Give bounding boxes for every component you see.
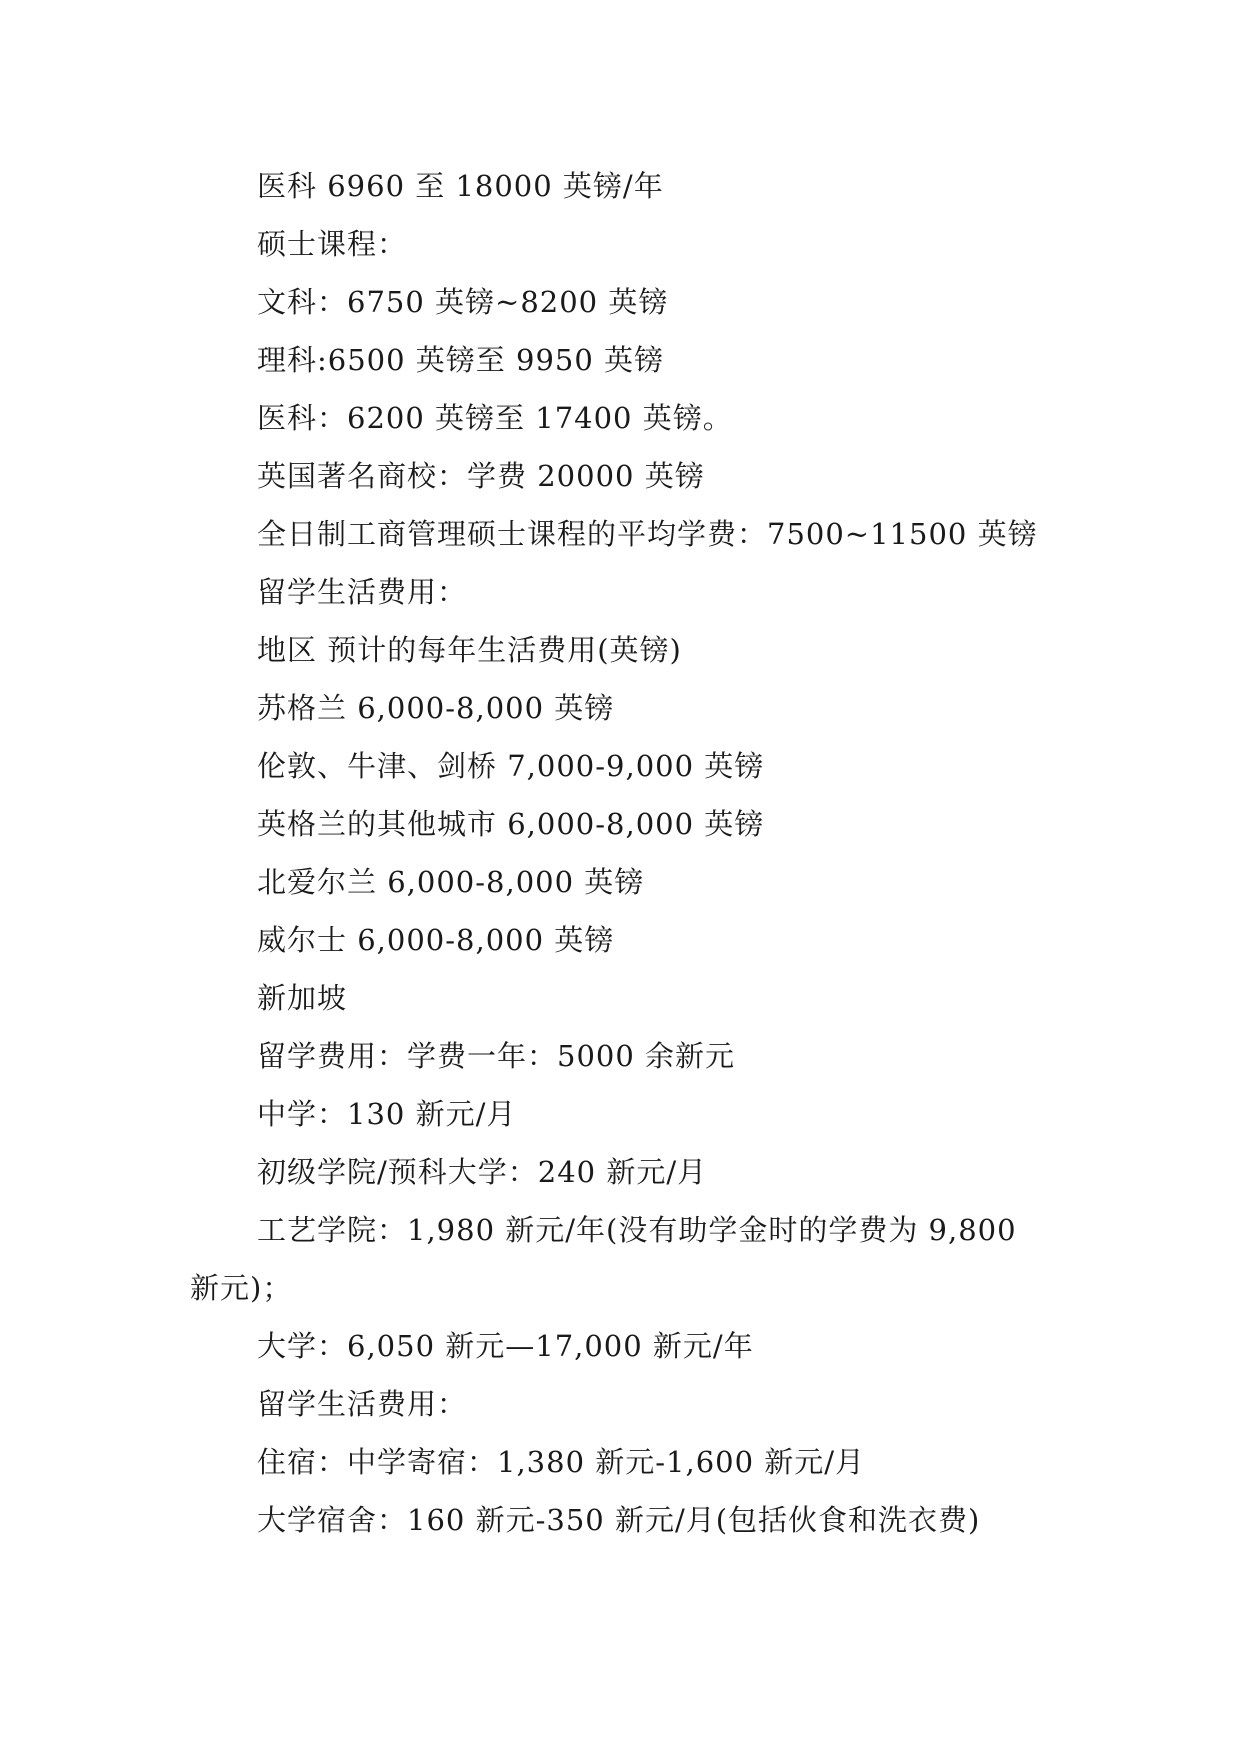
text-line: 大学：6,050 新元—17,000 新元/年	[257, 1329, 754, 1363]
text-line: 文科：6750 英镑~8200 英镑	[257, 285, 669, 319]
text-line: 留学生活费用：	[257, 1387, 468, 1421]
text-line: 初级学院/预科大学：240 新元/月	[257, 1155, 708, 1189]
text-line: 英国著名商校：学费 20000 英镑	[257, 459, 705, 493]
text-line: 伦敦、牛津、剑桥 7,000-9,000 英镑	[257, 749, 765, 783]
text-line: 地区 预计的每年生活费用(英镑)	[257, 633, 682, 667]
text-line: 医科：6200 英镑至 17400 英镑。	[257, 401, 733, 435]
text-line: 苏格兰 6,000-8,000 英镑	[257, 691, 615, 725]
text-line: 硕士课程：	[257, 227, 408, 261]
text-line: 留学生活费用：	[257, 575, 468, 609]
text-line: 中学：130 新元/月	[257, 1097, 517, 1131]
text-line: 工艺学院：1,980 新元/年(没有助学金时的学费为 9,800	[257, 1213, 1017, 1247]
text-line: 大学宿舍：160 新元-350 新元/月(包括伙食和洗衣费)	[257, 1503, 981, 1537]
text-line: 理科:6500 英镑至 9950 英镑	[257, 343, 665, 377]
text-line: 全日制工商管理硕士课程的平均学费：7500~11500 英镑	[257, 517, 1038, 551]
text-line: 北爱尔兰 6,000-8,000 英镑	[257, 865, 645, 899]
text-line: 医科 6960 至 18000 英镑/年	[257, 169, 664, 203]
text-line: 威尔士 6,000-8,000 英镑	[257, 923, 615, 957]
text-line: 住宿：中学寄宿：1,380 新元-1,600 新元/月	[257, 1445, 866, 1479]
text-line: 新加坡	[257, 981, 348, 1015]
text-line-continuation: 新元)；	[190, 1271, 293, 1305]
text-line: 留学费用：学费一年：5000 余新元	[257, 1039, 736, 1073]
text-line: 英格兰的其他城市 6,000-8,000 英镑	[257, 807, 765, 841]
